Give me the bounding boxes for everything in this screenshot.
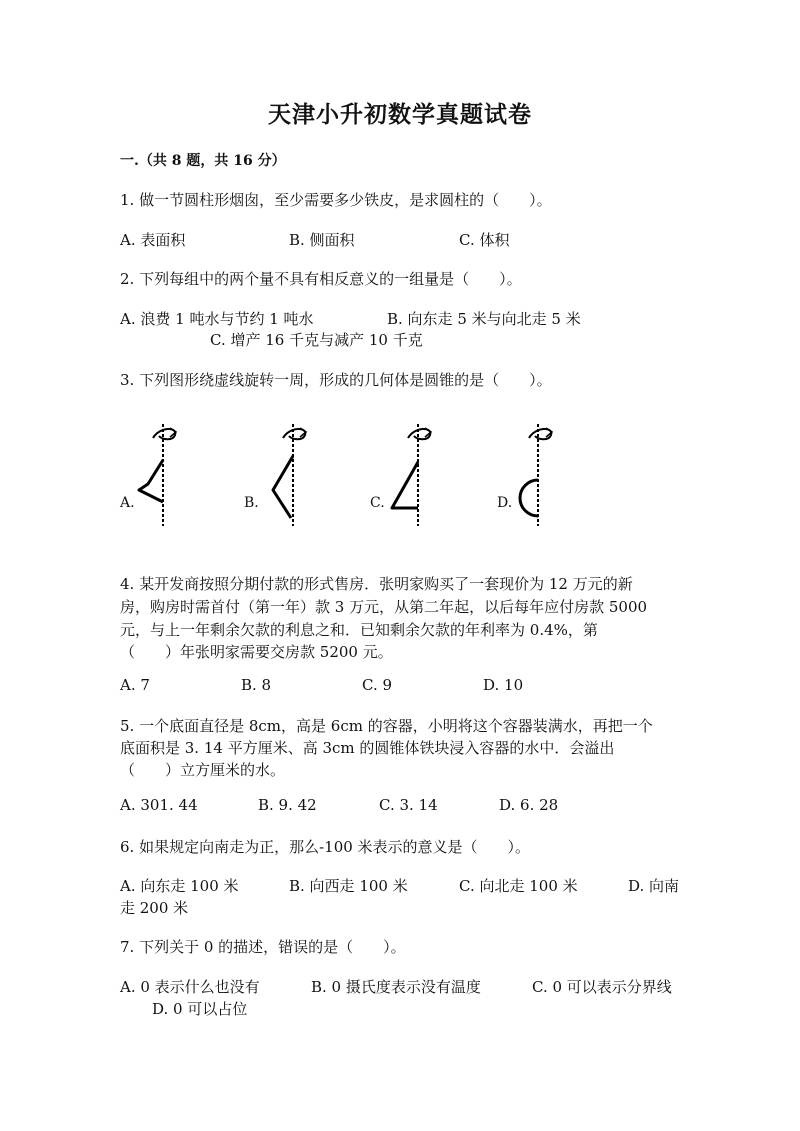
question-5-line-1: 5. 一个底面直径是 8cm，高是 6cm 的容器，小明将这个容器装满水，再把一个 (120, 717, 653, 735)
question-1-option-c[interactable]: C. 体积 (459, 231, 510, 249)
question-7-option-b[interactable]: B. 0 摄氏度表示没有温度 (311, 978, 481, 996)
question-6-option-a[interactable]: A. 向东走 100 米 (120, 877, 239, 895)
figure-a-label[interactable]: A. (120, 495, 135, 511)
question-6-option-d[interactable]: D. 向南 (628, 877, 680, 895)
question-2-stem: 2. 下列每组中的两个量不具有相反意义的一组量是（ ）。 (120, 270, 522, 288)
question-6-option-b[interactable]: B. 向西走 100 米 (289, 877, 408, 895)
figure-d (505, 420, 565, 530)
question-5-option-d[interactable]: D. 6. 28 (499, 796, 559, 814)
section-header: 一.（共 8 题，共 16 分） (120, 153, 286, 169)
figure-b-label[interactable]: B. (244, 495, 259, 511)
figure-a (130, 420, 190, 530)
question-2-option-a[interactable]: A. 浪费 1 吨水与节约 1 吨水 (120, 310, 314, 328)
question-4-option-a[interactable]: A. 7 (120, 676, 150, 694)
question-4-option-c[interactable]: C. 9 (362, 676, 393, 694)
question-5-line-3: （ ）立方厘米的水。 (120, 761, 286, 779)
question-5-option-a[interactable]: A. 301. 44 (120, 796, 198, 814)
question-1-stem: 1. 做一节圆柱形烟囱，至少需要多少铁皮，是求圆柱的（ ）。 (120, 191, 552, 209)
question-5-option-c[interactable]: C. 3. 14 (379, 796, 438, 814)
question-7-option-d[interactable]: D. 0 可以占位 (152, 1000, 248, 1018)
figure-c (380, 420, 450, 530)
question-4-line-2: 房，购房时需首付（第一年）款 3 万元，从第二年起，以后每年应付房款 5000 (120, 598, 648, 616)
question-7-option-a[interactable]: A. 0 表示什么也没有 (120, 978, 260, 996)
question-6-option-c[interactable]: C. 向北走 100 米 (459, 877, 578, 895)
question-7-stem: 7. 下列关于 0 的描述，错误的是（ ）。 (120, 938, 406, 956)
question-6-option-d-wrap: 走 200 米 (120, 899, 189, 917)
question-1-option-b[interactable]: B. 侧面积 (289, 231, 355, 249)
question-2-option-c[interactable]: C. 增产 16 千克与减产 10 千克 (210, 331, 423, 349)
question-4-line-3: 元，与上一年剩余欠款的利息之和．已知剩余欠款的年利率为 0.4%，第 (120, 621, 598, 639)
question-5-line-2: 底面积是 3. 14 平方厘米、高 3cm 的圆锥体铁块浸入容器的水中．会溢出 (120, 739, 615, 757)
figure-d-label[interactable]: D. (497, 495, 513, 511)
question-4-line-4: （ ）年张明家需要交房款 5200 元。 (120, 643, 393, 661)
question-7-option-c[interactable]: C. 0 可以表示分界线 (532, 978, 672, 996)
question-6-stem: 6. 如果规定向南走为正，那么-100 米表示的意义是（ ）。 (120, 838, 531, 856)
question-1-option-a[interactable]: A. 表面积 (120, 231, 186, 249)
question-2-option-b[interactable]: B. 向东走 5 米与向北走 5 米 (387, 310, 581, 328)
page-title: 天津小升初数学真题试卷 (268, 101, 532, 128)
question-5-option-b[interactable]: B. 9. 42 (258, 796, 317, 814)
question-4-line-1: 4. 某开发商按照分期付款的形式售房．张明家购买了一套现价为 12 万元的新 (120, 575, 633, 593)
figure-c-label[interactable]: C. (370, 495, 385, 511)
question-4-option-b[interactable]: B. 8 (241, 676, 272, 694)
question-4-option-d[interactable]: D. 10 (483, 676, 524, 694)
question-3-stem: 3. 下列图形绕虚线旋转一周，形成的几何体是圆锥的是（ ）。 (120, 371, 552, 389)
figure-b (255, 420, 315, 530)
